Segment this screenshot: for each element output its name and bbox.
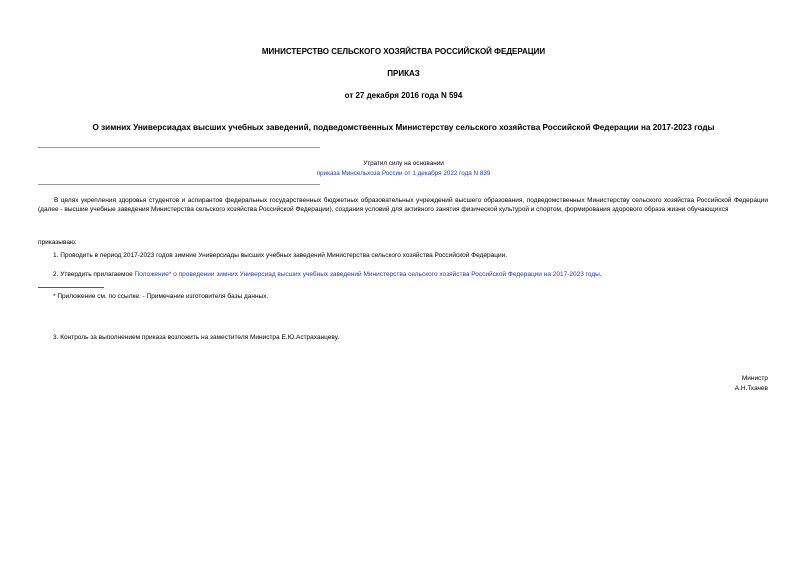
order-item-3: 3. Контроль за выполнением приказа возложить на заместителя Министра Е.Ю.Астраханцеву. xyxy=(53,334,340,341)
order-word: приказываю: xyxy=(38,239,77,246)
order-item-2 xyxy=(53,270,602,279)
footnote-divider xyxy=(38,287,104,288)
signature-position: Министр xyxy=(741,375,768,382)
status-label: Утратил силу на основании xyxy=(363,160,444,167)
status-divider-bottom xyxy=(38,184,320,185)
doc-title: О зимних Универсиадах высших учебных заведений, подведомственных Министерству сельского хозяйства Российской Федерации на 2017-2023 годы xyxy=(92,123,715,132)
signature-name: А.Н.Ткачев xyxy=(734,385,768,392)
order-item-2-text: 2. Утвердить прилагаемое xyxy=(53,271,135,278)
ministry-name: МИНИСТЕРСТВО СЕЛЬСКОГО ХОЗЯЙСТВА РОССИЙСКОЙ ФЕДЕРАЦИИ xyxy=(261,47,546,56)
order-item-1: 1. Проводить в период 2017-2023 годов зимние Универсиады высших учебных заведений Министерства сельского хозяйства Российской Федерации. xyxy=(53,252,508,259)
regulation-link-word: Положение xyxy=(134,271,169,278)
doc-date-number: от 27 декабря 2016 года N 594 xyxy=(344,91,463,100)
footnote: * Приложение см. по ссылке. - Примечание изготовителя базы данных. xyxy=(53,293,269,300)
preamble-paragraph: В целях укрепления здоровья студентов и аспирантов федеральных государственных бюджетных образовательных учреждений высшего образования, подведомственных Министерству сельского хозяйства Российской Федерации (далее - высшие учебные заведения Министерства сельского хозяйства Российской Федерации), создания условий для активного занятия физической культурой и спортом, формирования здорового образа жизни обучающихся xyxy=(38,197,768,214)
order-item-2-end: . xyxy=(599,271,602,278)
status-divider-top xyxy=(38,147,320,148)
repeal-order-link[interactable]: приказа Минсельхоза России от 1 декабря 2022 года N 839 xyxy=(316,170,491,177)
doc-type: ПРИКАЗ xyxy=(387,69,420,78)
regulation-link[interactable] xyxy=(135,271,600,278)
regulation-link-rest: * о проведении зимних Универсиад высших учебных заведений Министерства сельского хозяйства Российской Федерации на 2017-2023 годы xyxy=(168,271,600,278)
